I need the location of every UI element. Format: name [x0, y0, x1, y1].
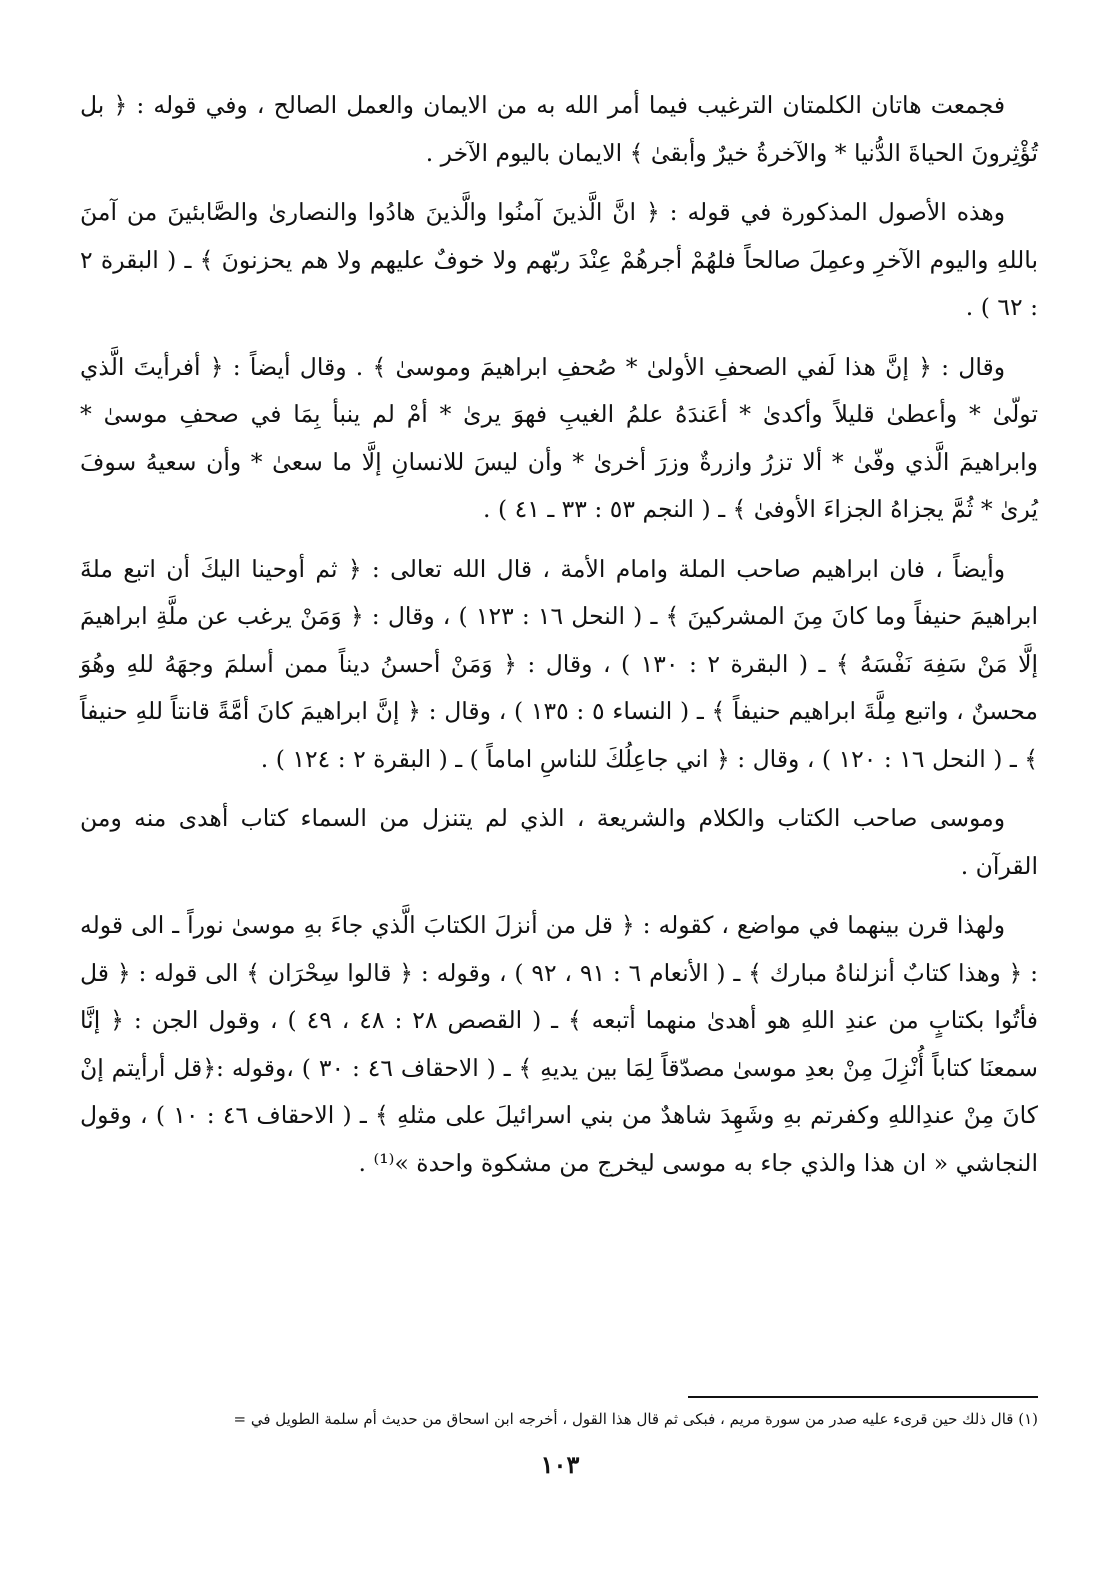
paragraph: فجمعت هاتان الكلمتان الترغيب فيما أمر الله به من الايمان والعمل الصالح ، وفي قوله : ﴿ بل تُؤْثِرونَ الحياةَ الدُّنيا * والآخرةُ خيرٌ وأبقىٰ ﴾ الايمان باليوم الآخر .: [80, 91, 1038, 167]
paragraph: وأيضاً ، فان ابراهيم صاحب الملة وامام الأمة ، قال الله تعالى : ﴿ ثم أوحينا اليكَ أن اتبع ملةَ ابراهيمَ حنيفاً وما كانَ مِنَ المشركينَ ﴾ ـ ( النحل ١٦ : ١٢٣ ) ، وقال : ﴿ وَمَنْ يرغب عن ملَّةِ ابراهيمَ إلَّا مَنْ سَفِهَ نَفْسَهُ ﴾ ـ ( البقرة ٢ : ١٣٠ ) ، وقال : ﴿ وَمَنْ أحسنُ ديناً ممن أسلمَ وجهَهُ للهِ وهُوَ محسنٌ ، واتبع مِلَّةَ ابراهيم حنيفاً ﴾ ـ ( النساء ٥ : ١٣٥ ) ، وقال : ﴿ إنَّ ابراهيمَ كانَ أمَّةً قانتاً للهِ حنيفاً ﴾ ـ ( النحل ١٦ : ١٢٠ ) ، وقال : ﴿ اني جاعِلُكَ للناسِ اماماً ) ـ ( البقرة ٢ : ١٢٤ ) .: [80, 554, 1039, 773]
paragraph: وقال : ﴿ إنَّ هذا لَفي الصحفِ الأولىٰ * صُحفِ ابراهيمَ وموسىٰ ﴾ . وقال أيضاً : ﴿ أفرأيتَ الَّذي تولّىٰ * وأعطىٰ قليلاً وأكدىٰ * أعَندَهُ علمُ الغيبِ فهوَ يرىٰ * أمْ لم ينبأ بِمَا في صحفِ موسىٰ * وابراهيمَ الَّذي وفّىٰ * ألا تزرُ وازرةٌ وزرَ أخرىٰ * وأن ليسَ للانسانِ إلَّا ما سعىٰ * وأن سعيهُ سوفَ يُرىٰ * ثُمَّ يجزاهُ الجزاءَ الأوفىٰ ﴾ ـ ( النجم ٥٣ : ٣٣ ـ ٤١ ) .: [80, 352, 1038, 523]
paragraph: وهذه الأصول المذكورة في قوله : ﴿ انَّ الَّذينَ آمنُوا والَّذينَ هادُوا والنصارىٰ والصَّابئينَ من آمنَ باللهِ واليوم الآخرِ وعمِلَ صالحاً فلهُمْ أجرهُمْ عِنْدَ ربّهم ولا خوفٌ عليهم ولا هم يحزنونَ ﴾ ـ ( البقرة ٢ : ٦٢ ) .: [80, 198, 1038, 321]
page-number: ١٠٣: [540, 1450, 580, 1479]
paragraph: وموسى صاحب الكتاب والكلام والشريعة ، الذي لم يتنزل من السماء كتاب أهدى منه ومن القرآن .: [80, 804, 1038, 880]
paragraph: ولهذا قرن بينهما في مواضع ، كقوله : ﴿ قل من أنزلَ الكتابَ الَّذي جاءَ بهِ موسىٰ نوراً ـ الى قوله : ﴿ وهذا كتابٌ أنزلناهُ مبارك ﴾ ـ ( الأنعام ٦ : ٩١ ، ٩٢ ) ، وقوله : ﴿ قالوا سِحْرَان ﴾ الى قوله : ﴿ قل فأتُوا بكتابٍ من عندِ اللهِ هو أهدىٰ منهما أتبعه ﴾ ـ ( القصص ٢٨ : ٤٨ ، ٤٩ ) ، وقول الجن : ﴿ إنَّا سمعنَا كتاباً أُنْزِلَ مِنْ بعدِ موسىٰ مصدّقاً لِمَا بين يديهِ ﴾ ـ ( الاحقاف ٤٦ : ٣٠ ) ،وقوله :﴿قل أرأيتم إنْ كانَ مِنْ عندِاللهِ وكفرتم بهِ وشَهِدَ شاهدٌ من بني اسرائيلَ على مثلهِ ﴾ ـ ( الاحقاف ٤٦ : ١٠ ) ، وقول النجاشي « ان هذا والذي جاء به موسى ليخرج من مشكوة واحدة »⁽¹⁾ .: [80, 911, 1038, 1177]
footnote-divider: [688, 1396, 1038, 1398]
footnote: (١) قال ذلك حين قرىء عليه صدر من سورة مريم ، فبكى ثم قال هذا القول ، أخرجه ابن اسحاق من حديث أم سلمة الطويل في =: [233, 1410, 1038, 1428]
main-text: [80, 82, 1038, 1199]
